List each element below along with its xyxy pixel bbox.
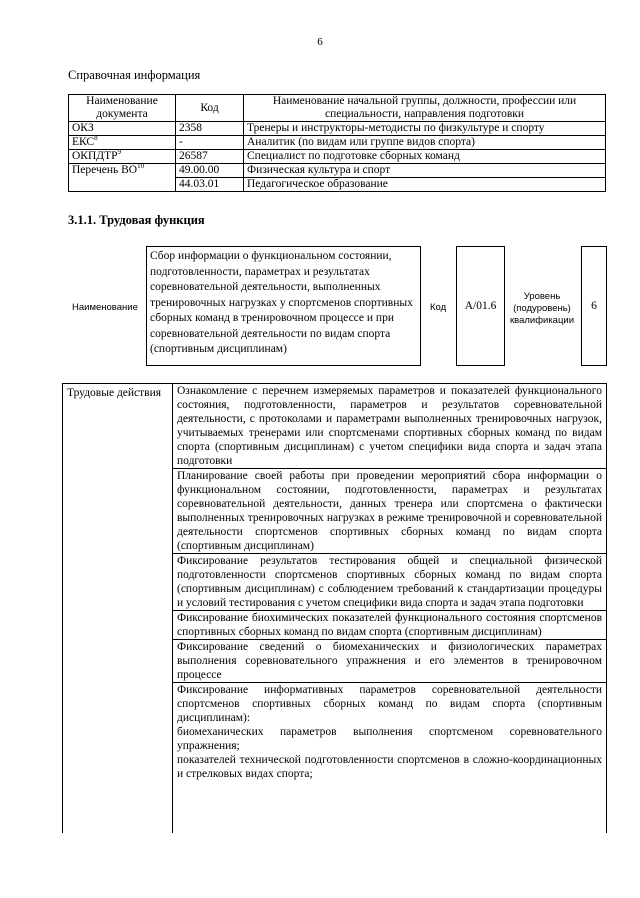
qualification-level: 6: [581, 246, 607, 366]
list-item: Фиксирование результатов тестирования общей и специальной физической подготовленности спортсменов спортивных сборных команд по видам спорта (спортивным дисциплинам) с соблюдением требований к стандартизации процедуры и условий тестирования с учетом специфики вида спорта и задач этапа подготовки: [173, 554, 606, 611]
row-code: 26587: [176, 150, 244, 164]
row-document: ОКЗ: [69, 122, 176, 136]
row-document: ЕКС$^8$: [69, 136, 176, 150]
table-row: [69, 150, 606, 164]
header-name: Наименование начальной группы, должности, профессии или специальности, направления подготовки: [244, 95, 606, 122]
row-code: -: [176, 136, 244, 150]
list-item: Фиксирование сведений о биомеханических и физиологических параметрах выполнения соревновательного упражнения и его элементов в тренировочном процессе: [173, 640, 606, 683]
section-title: 3.1.1. Трудовая функция: [68, 213, 205, 227]
list-item-paragraph: биомеханических параметров выполнения спортсменом соревновательного упражнения;: [177, 726, 602, 752]
row-document: ОКПДТР$^9$: [69, 150, 176, 164]
function-name: Сбор информации о функциональном состоянии, подготовленности, параметрах и результатах соревновательной деятельности, выполненных тренировочных нагрузках у спортсменов спортивных сборных команд в тренировочном процессе и при соревновательной деятельности по видам спорта (спортивным дисциплинам): [146, 246, 421, 366]
function-code: А/01.6: [456, 246, 505, 366]
labor-actions-list: [172, 384, 606, 833]
list-item-paragraph: показателей технической подготовленности спортсменов в сложно-координационных и стрелковых видах спорта;: [177, 754, 602, 780]
row-document: Перечень ВО$^{10}$: [69, 164, 176, 192]
page-number: 6: [317, 36, 323, 48]
row-name: Аналитик (по видам или группе видов спорта): [244, 136, 606, 150]
list-item-paragraph: Фиксирование информативных параметров соревновательной деятельности спортсменов спортивных сборных команд по видам спорта (спортивным дисциплинам):: [177, 684, 602, 724]
table-row: [69, 164, 606, 178]
labor-actions-label: Трудовые действия: [67, 387, 162, 399]
qualification-level-label: Уровень (подуровень) квалификации: [509, 291, 575, 326]
function-code-label: Код: [430, 302, 447, 313]
labor-actions-table: [62, 383, 607, 833]
row-code: 2358: [176, 122, 244, 136]
row-name: Педагогическое образование: [244, 178, 606, 192]
reference-table: [68, 94, 606, 192]
row-name: Специалист по подготовке сборных команд: [244, 150, 606, 164]
header-document: Наименование документа: [69, 95, 176, 122]
row-code: 49.00.00: [176, 164, 244, 178]
row-name: Физическая культура и спорт: [244, 164, 606, 178]
table-row: [69, 136, 606, 150]
info-title: Справочная информация: [68, 68, 201, 82]
list-item: [173, 683, 606, 781]
function-name-label: Наименование: [72, 302, 138, 313]
table-row: [69, 122, 606, 136]
list-item: Планирование своей работы при проведении мероприятий сбора информации о функциональном состоянии, подготовленности, параметрах и результатах соревновательной деятельности, данных тренера или спортсмена о фактически выполненных тренировочных нагрузках в режиме тренировочной и соревновательной деятельности спортсменов спортивных сборных команд по видам спорта (спортивным дисциплинам): [173, 469, 606, 554]
reference-table-header: [69, 95, 606, 122]
list-item: Ознакомление с перечнем измеряемых параметров и показателей функционального состояния, подготовленности, параметров и результатов соревновательной деятельности, с протоколами и параметрами выполненных тренировочных нагрузок, учитываемых тренерами или спортсменами спортивных сборных команд по видам спорта (спортивным дисциплинам) с учетом специфики вида спорта и задач этапа подготовки: [173, 384, 606, 469]
list-item: Фиксирование биохимических показателей функционального состояния спортсменов спортивных сборных команд по видам спорта (спортивным дисциплинам): [173, 611, 606, 640]
row-name: Тренеры и инструкторы-методисты по физкультуре и спорту: [244, 122, 606, 136]
row-code: 44.03.01: [176, 178, 244, 192]
header-code: Код: [176, 95, 244, 122]
